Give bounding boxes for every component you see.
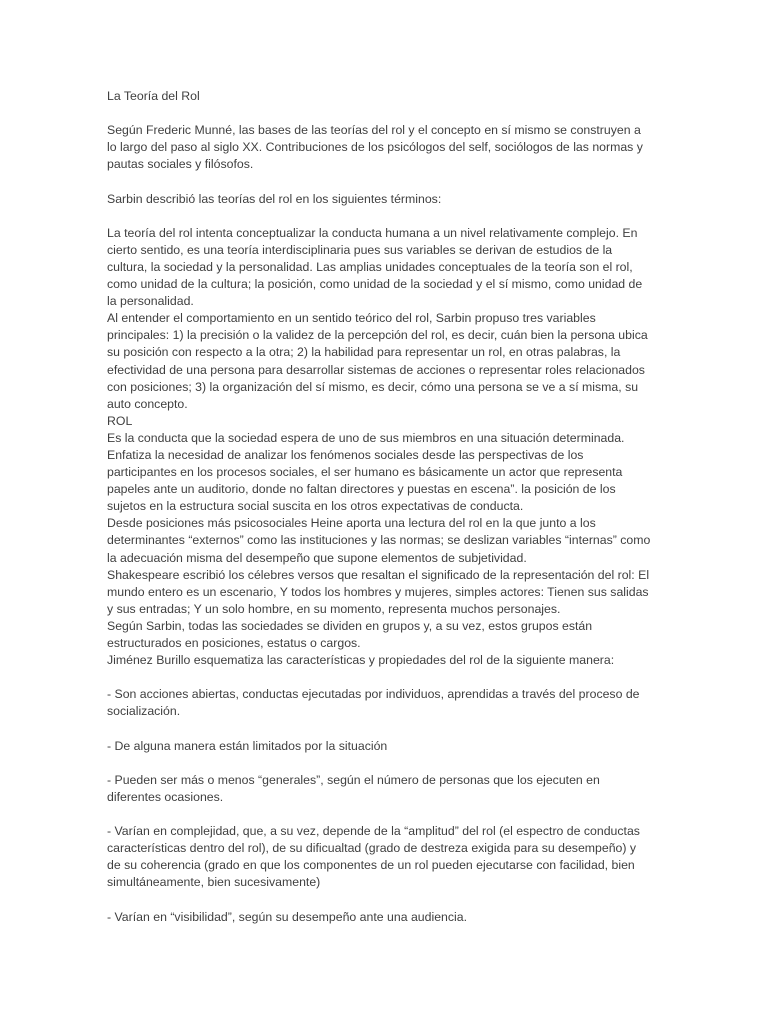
spacer [107, 806, 663, 823]
sarbin-intro-paragraph: Sarbin describió las teorías del rol en los siguientes términos: [107, 191, 442, 206]
list-item: - Pueden ser más o menos “generales”, según el número de personas que los ejecuten en diferentes ocasiones. [107, 772, 600, 804]
spacer [107, 669, 663, 686]
spacer [107, 208, 663, 225]
intro-paragraph: Según Frederic Munné, las bases de las teorías del rol y el concepto en sí mismo se construyen a lo largo del paso al siglo XX. Contribuciones de los psicólogos del self, sociólogos de las normas y pautas sociales y filósofos. [107, 123, 643, 172]
spacer [107, 173, 663, 190]
spacer [107, 891, 663, 908]
document-title: La Teoría del Rol [107, 89, 200, 103]
spacer [107, 755, 663, 772]
spacer [107, 720, 663, 737]
spacer [107, 105, 663, 122]
list-item: - Varían en “visibilidad”, según su desempeño ante una audiencia. [107, 909, 468, 924]
list-item: - Son acciones abiertas, conductas ejecutadas por individuos, aprendidas a través del proceso de socialización. [107, 687, 640, 719]
list-item: - Varían en complejidad, que, a su vez, depende de la “amplitud” del rol (el espectro de conductas características dentro del rol), de su dificualtad (grado de destreza exigida para su desempeño) y de su coherencia (grado en que los componentes de un rol pueden ejecutarse con facilidad, bien simultáneamente, bien sucesivamente) [107, 824, 640, 890]
body-text: La teoría del rol intenta conceptualizar la conducta humana a un nivel relativamente complejo. En cierto sentido, es una teoría interdisciplinaria pues sus variables se derivan de estudios de la cultura, la sociedad y la personalidad. Las amplias unidades conceptuales de la teoría son el rol, como unidad de la cultura; la posición, como unidad de la sociedad y el sí mismo, como unidad de la personalidad. Al entender el comportamiento en un sentido teórico del rol, Sarbin propuso tres variables principales: 1) la precisión o la validez de la percepción del rol, es decir, cuán bien la persona ubica su posición con respecto a la otra; 2) la habilidad para representar un rol, en otras palabras, la efectividad de una persona para desarrollar sistemas de acciones o representar roles relacionados con posiciones; 3) la organización del sí mismo, es decir, cómo una persona se ve a sí misma, su auto concepto. ROL Es la conducta que la sociedad espera de uno de sus miembros en una situación determinada. Enfatiza la necesidad de analizar los fenómenos sociales desde las perspectivas de los participantes en los procesos sociales, el ser humano es básicamente un actor que representa papeles ante un auditorio, donde no faltan directores y puestas en escena”. la posición de los sujetos en la estructura social suscita en los otros expectativas de conducta. Desde posiciones más psicosociales Heine aporta una lectura del rol en la que junto a los determinantes “externos” como las instituciones y las normas; se deslizan variables “internas” como la adecuación misma del desempeño que supone elementos de subjetividad. Shakespeare escribió los célebres versos que resaltan el significado de la representación del rol: El mundo entero es un escenario, Y todos los hombres y mujeres, simples actores: Tienen sus salidas y sus entradas; Y un solo hombre, en su momento, representa muchos personajes. Según Sarbin, todas las sociedades se dividen en grupos y, a su vez, estos grupos están estructurados en posiciones, estatus o cargos. Jiménez Burillo esquematiza las características y propiedades del rol de la siguiente manera: [107, 225, 651, 668]
list-item: - De alguna manera están limitados por la situación [107, 738, 388, 753]
document-page [107, 88, 663, 926]
